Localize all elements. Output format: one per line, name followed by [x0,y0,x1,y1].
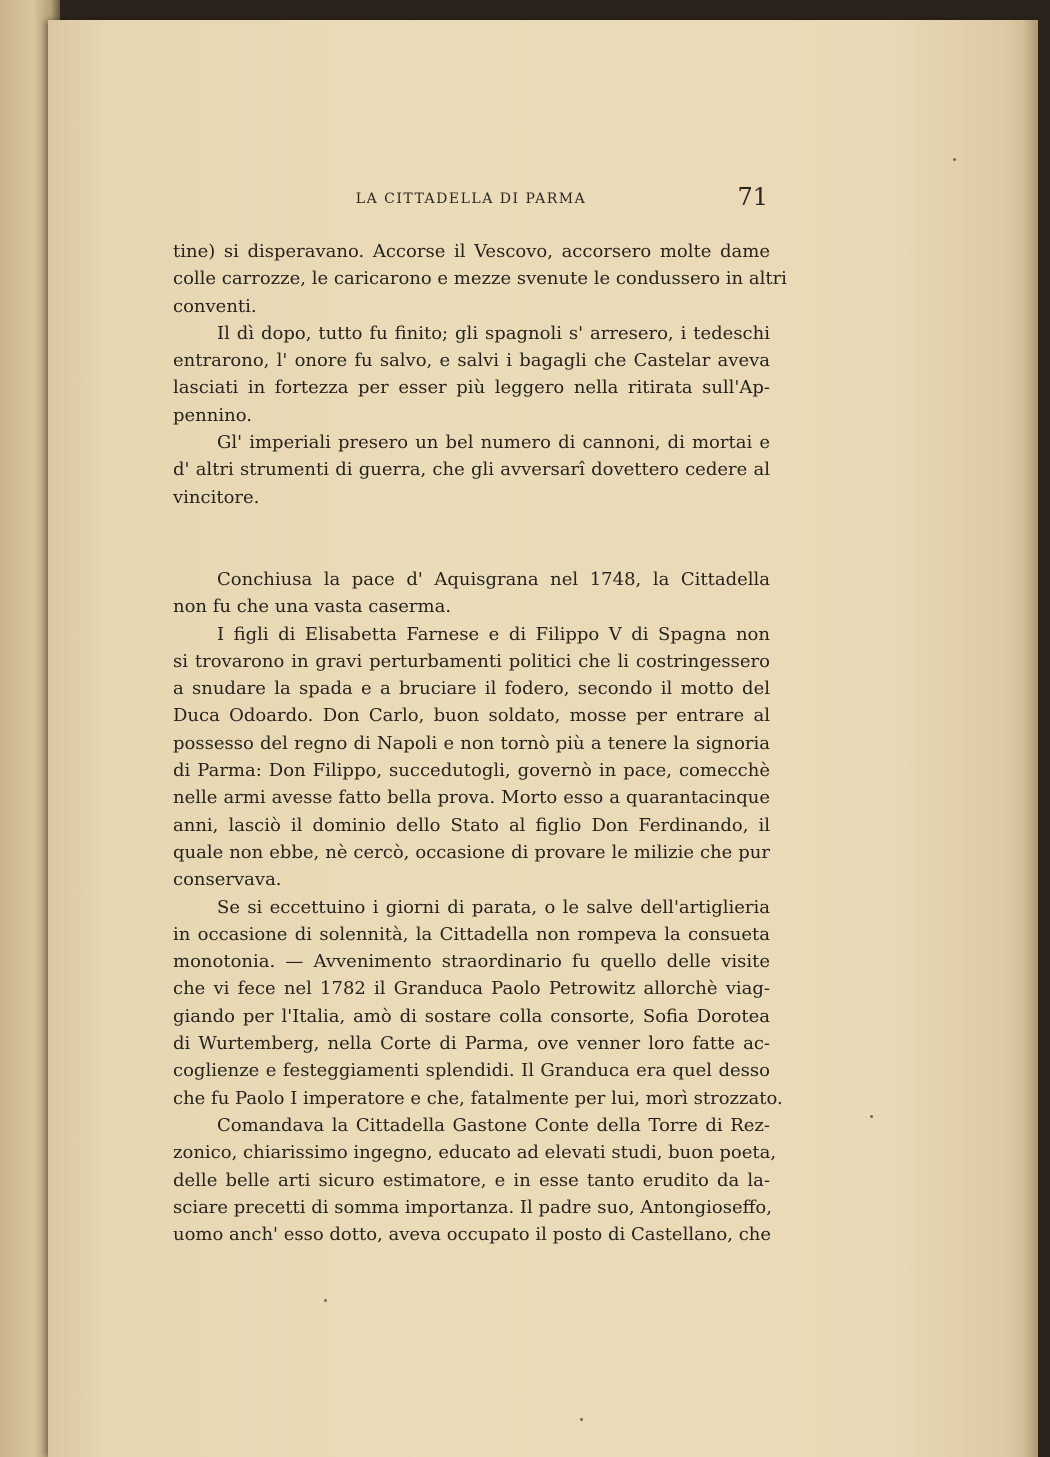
text-line: che vi fece nel 1782 il Granduca Paolo Petrowitz allorchè viag- [173,978,770,1000]
text-line: non fu che una vasta caserma. [173,596,452,618]
text-line: quale non ebbe, nè cercò, occasione di provare le milizie che pur [173,841,770,863]
paragraph [173,894,783,1112]
body-text [173,238,787,1248]
paragraph [173,320,770,429]
text-line: conservava. [173,869,282,891]
text-line: coglienze e festeggiamenti splendidi. Il Granduca era quel desso [173,1060,770,1082]
text-line: a snudare la spada e a bruciare il fodero, secondo il motto del [173,678,770,700]
text-line: giando per l'Italia, amò di sostare colla consorte, Sofia Dorotea [173,1005,770,1027]
text-line: sciare precetti di somma importanza. Il padre suo, Antongioseffo, [173,1196,772,1218]
page-header [174,183,768,217]
text-line: colle carrozze, le caricarono e mezze svenute le condussero in altri [173,268,787,290]
paper-speck [580,1418,583,1421]
paper-speck [324,1299,327,1302]
paper-speck [953,158,956,161]
paragraph [173,238,787,320]
text-line: Conchiusa la pace d' Aquisgrana nel 1748, la Cittadella [217,568,770,590]
text-line: delle belle arti sicuro estimatore, e in esse tanto erudito da la- [173,1169,770,1191]
text-line: che fu Paolo I imperatore e che, fatalmente per lui, morì strozzato. [173,1087,783,1109]
text-line: entrarono, l' onore fu salvo, e salvi i bagagli che Castelar aveva [173,350,770,372]
paragraph [173,429,770,511]
paragraph [173,566,770,621]
text-line: lasciati in fortezza per esser più leggero nella ritirata sull'Ap- [173,377,770,399]
text-line: Il dì dopo, tutto fu finito; gli spagnoli s' arresero, i tedeschi [217,322,770,344]
text-line: Duca Odoardo. Don Carlo, buon soldato, mosse per entrare al [173,705,770,727]
text-line: I figli di Elisabetta Farnese e di Filippo V di Spagna non [217,623,770,645]
text-line: anni, lasciò il dominio dello Stato al figlio Don Ferdinando, il [173,814,770,836]
paragraph [173,621,770,894]
running-title: LA CITTADELLA DI PARMA [355,191,587,207]
text-line: vincitore. [173,486,260,508]
text-line: nelle armi avesse fatto bella prova. Morto esso a quarantacinque [173,787,770,809]
page-number: 71 [737,183,768,211]
text-line: uomo anch' esso dotto, aveva occupato il posto di Castellano, che [173,1224,772,1246]
text-line: monotonia. — Avvenimento straordinario fu quello delle visite [173,951,770,973]
text-line: in occasione di solennità, la Cittadella non rompeva la consueta [173,923,770,945]
text-line: zonico, chiarissimo ingegno, educato ad elevati studi, buon poeta, [173,1142,777,1164]
text-line: conventi. [173,295,257,317]
text-line: pennino. [173,404,252,426]
text-line: tine) si disperavano. Accorse il Vescovo, accorsero molte dame [173,241,770,262]
text-line: Gl' imperiali presero un bel numero di cannoni, di mortai e [217,432,770,454]
text-line: di Wurtemberg, nella Corte di Parma, ove venner loro fatte ac- [173,1033,770,1055]
text-line: Se si eccettuino i giorni di parata, o le salve dell'artiglieria [217,896,770,918]
paragraph [173,1112,777,1248]
text-line: d' altri strumenti di guerra, che gli avversarî dovettero cedere al [173,459,770,481]
text-line: Comandava la Cittadella Gastone Conte della Torre di Rez- [217,1114,770,1136]
text-line: si trovarono in gravi perturbamenti politici che li costringessero [173,650,770,672]
section-break [173,511,770,566]
text-line: di Parma: Don Filippo, succedutogli, governò in pace, comecchè [173,760,770,782]
page-edge-shadow [1024,20,1038,1457]
paper-speck [870,1115,873,1118]
text-line: possesso del regno di Napoli e non tornò più a tenere la signoria [173,732,770,754]
